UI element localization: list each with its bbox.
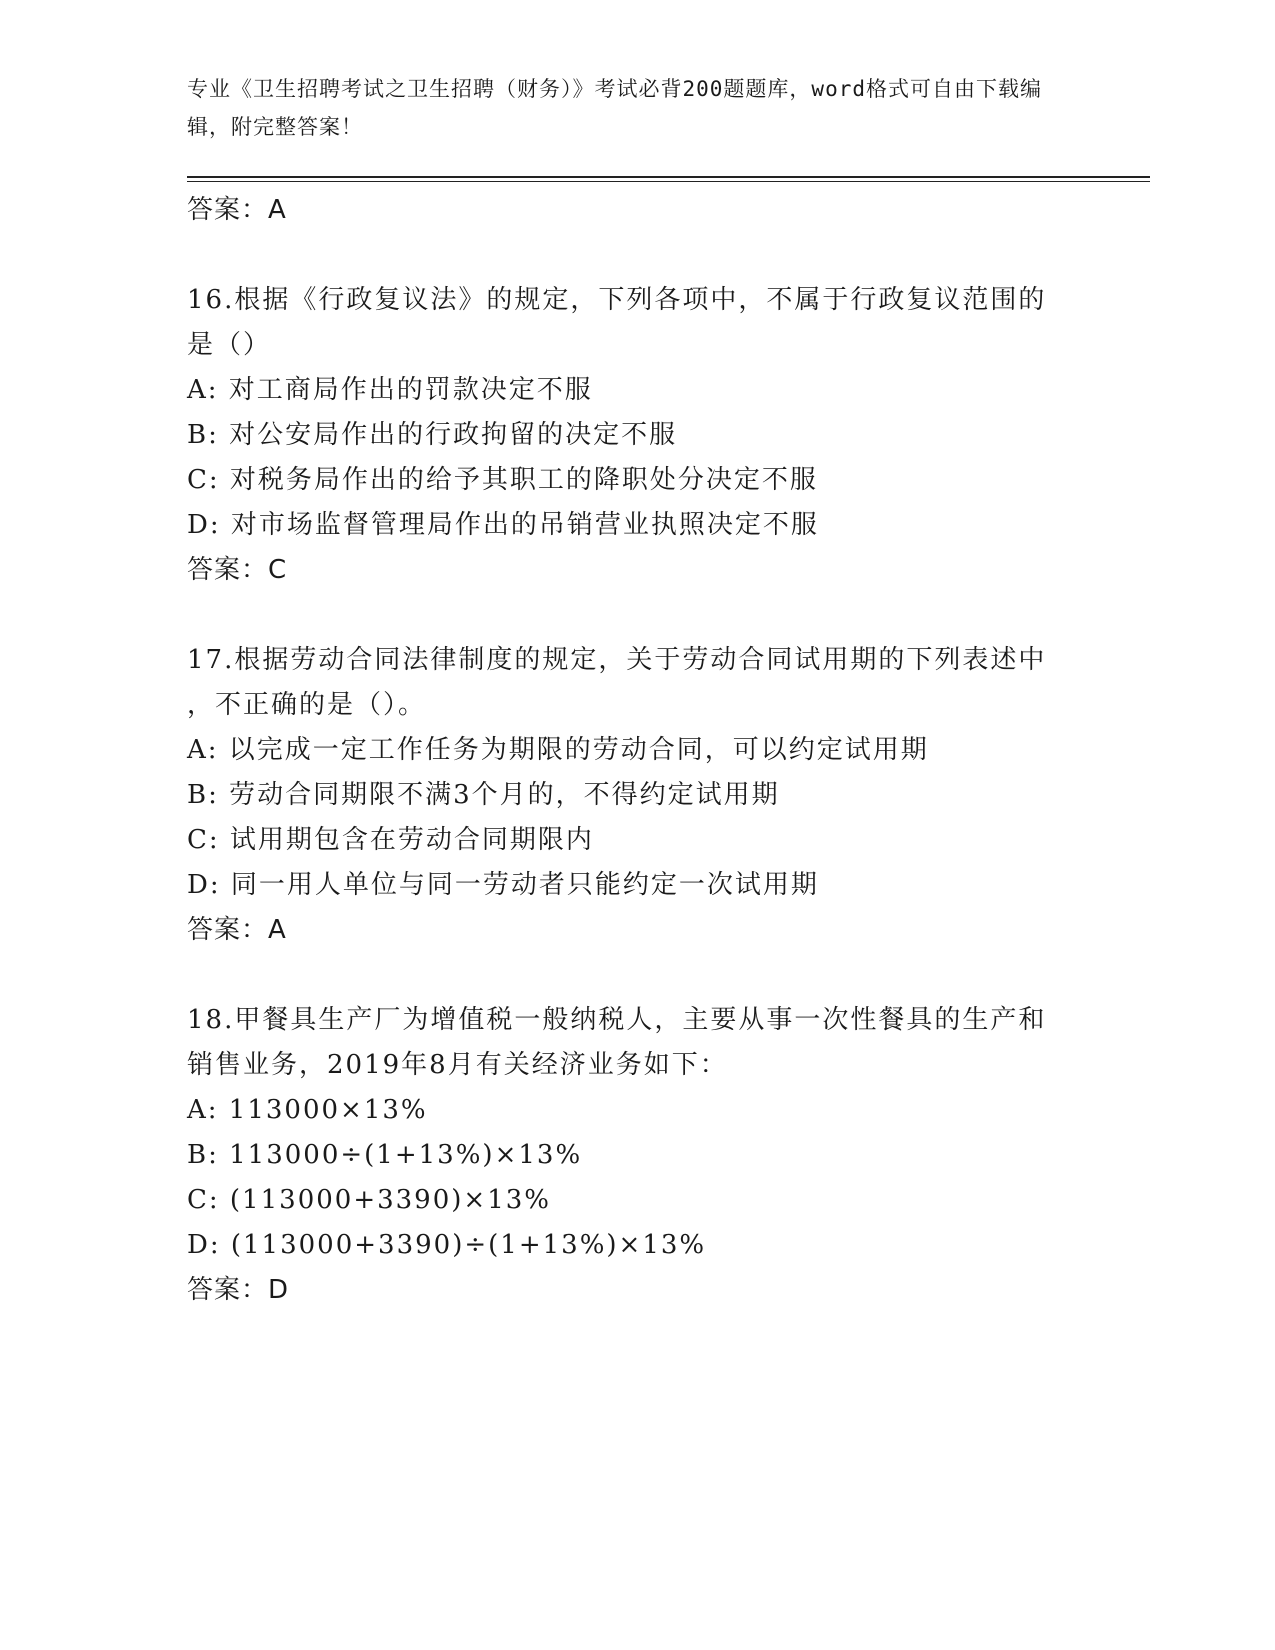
option-c: C: 试用期包含在劳动合同期限内 — [187, 825, 594, 855]
question-stem: ，不正确的是（）。 — [187, 690, 427, 720]
question-16 — [187, 278, 1087, 593]
question-list — [187, 188, 1087, 1313]
question-stem: 17.根据劳动合同法律制度的规定，关于劳动合同试用期的下列表述中 — [187, 645, 1047, 675]
answer-line: 答案：D — [187, 1275, 290, 1305]
option-a: A: 113000×13% — [187, 1095, 428, 1125]
question-stem: 18.甲餐具生产厂为增值税一般纳税人，主要从事一次性餐具的生产和 — [187, 1005, 1047, 1035]
answer-line: 答案：A — [187, 195, 287, 225]
question-17 — [187, 638, 1087, 953]
question-stem: 16.根据《行政复议法》的规定，下列各项中，不属于行政复议范围的 — [187, 285, 1047, 315]
question-stem: 是（） — [187, 330, 272, 360]
option-d: D: 对市场监督管理局作出的吊销营业执照决定不服 — [187, 510, 819, 540]
option-b: B: 113000÷(1+13%)×13% — [187, 1140, 583, 1170]
document-header: 专业《卫生招聘考试之卫生招聘（财务）》考试必背200题题库，word格式可自由下载编辑，附完整答案！ — [187, 77, 1042, 139]
option-a: A: 以完成一定工作任务为期限的劳动合同，可以约定试用期 — [187, 735, 929, 765]
header-rule-thick — [187, 176, 1150, 178]
option-c: C: (113000+3390)×13% — [187, 1185, 551, 1215]
option-b: B: 对公安局作出的行政拘留的决定不服 — [187, 420, 678, 450]
answer-line: 答案：A — [187, 915, 287, 945]
answer-line: 答案：C — [187, 555, 288, 585]
header-rule-thin — [187, 181, 1150, 182]
option-c: C: 对税务局作出的给予其职工的降职处分决定不服 — [187, 465, 818, 495]
option-d: D: 同一用人单位与同一劳动者只能约定一次试用期 — [187, 870, 819, 900]
question-stem: 销售业务，2019年8月有关经济业务如下： — [187, 1050, 728, 1080]
question-18 — [187, 998, 1087, 1313]
option-d: D: (113000+3390)÷(1+13%)×13% — [187, 1230, 707, 1260]
option-a: A: 对工商局作出的罚款决定不服 — [187, 375, 593, 405]
option-b: B: 劳动合同期限不满3个月的，不得约定试用期 — [187, 780, 780, 810]
